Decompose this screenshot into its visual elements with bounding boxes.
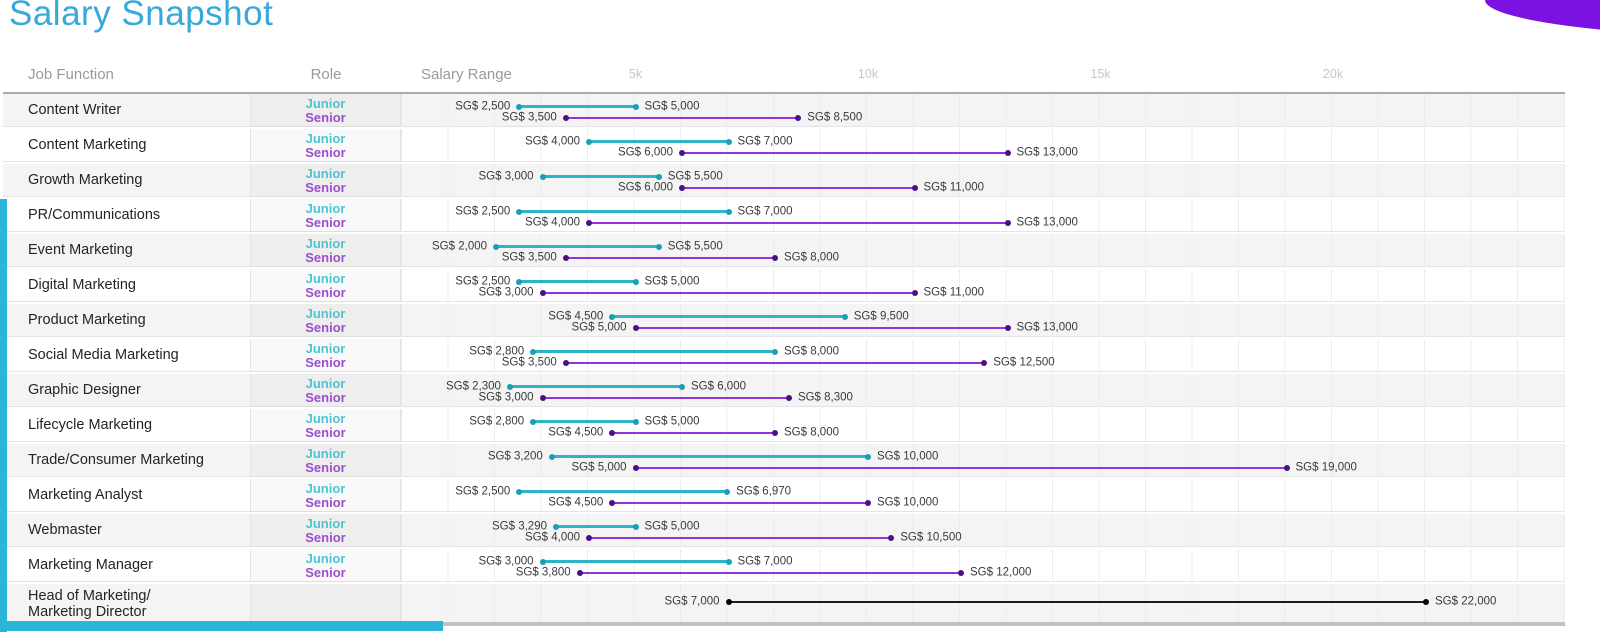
salary-table	[3, 92, 1565, 624]
role-cell	[251, 304, 401, 337]
header-job-function: Job Function	[28, 65, 114, 83]
table-row	[3, 374, 1565, 409]
table-row	[3, 234, 1565, 269]
role-cell	[251, 269, 401, 302]
range-dot-max	[726, 559, 732, 565]
range-min-label: SG$ 2,800	[469, 414, 525, 427]
range-line	[682, 152, 1008, 155]
range-min-label: SG$ 3,000	[478, 391, 534, 404]
job-function-cell	[3, 584, 251, 624]
range-dot-min	[516, 104, 522, 110]
job-function-label: Product Marketing	[28, 312, 146, 329]
range-line	[566, 362, 985, 365]
table-row	[3, 199, 1565, 234]
role-senior-label: Senior	[305, 215, 346, 230]
role-junior-label: Junior	[305, 551, 346, 566]
range-line	[636, 467, 1287, 470]
range-dot-min	[586, 139, 592, 145]
decor-bottom-accent-bar	[0, 621, 443, 631]
range-max-label: SG$ 12,500	[993, 356, 1055, 369]
range-dot-max	[1005, 325, 1011, 331]
range-line	[543, 175, 659, 178]
range-dot-min	[563, 115, 569, 121]
role-junior-label: Junior	[305, 411, 346, 426]
range-max-label: SG$ 10,500	[900, 531, 962, 544]
job-function-cell	[3, 164, 251, 197]
job-function-label: PR/Communications	[28, 207, 161, 224]
range-dot-min	[586, 220, 592, 226]
table-row	[3, 584, 1565, 624]
range-max-label: SG$ 5,000	[644, 519, 700, 532]
range-max-label: SG$ 6,000	[691, 379, 746, 392]
range-dot-min	[609, 314, 615, 320]
role-cell	[251, 374, 401, 407]
range-dot-min	[609, 430, 615, 436]
chart-cell	[401, 269, 1565, 302]
range-dot-min	[553, 524, 559, 530]
range-dot-min	[609, 500, 615, 506]
range-min-label: SG$ 2,500	[455, 99, 511, 112]
range-dot-min	[549, 454, 555, 460]
role-junior-label: Junior	[305, 446, 346, 461]
range-dot-max	[842, 314, 848, 320]
role-cell	[251, 129, 401, 162]
role-junior-label: Junior	[305, 481, 346, 496]
job-function-cell	[3, 94, 251, 127]
role-cell	[251, 444, 401, 477]
job-function-cell	[3, 374, 251, 407]
role-junior-label: Junior	[305, 306, 346, 321]
job-function-label: Social Media Marketing	[28, 347, 179, 364]
role-cell	[251, 549, 401, 582]
job-function-label: Event Marketing	[28, 242, 133, 259]
job-function-label: Content Writer	[28, 102, 122, 119]
role-junior-label: Junior	[305, 516, 346, 531]
chart-cell	[401, 199, 1565, 232]
header-role: Role	[310, 65, 342, 83]
range-dot-min	[516, 209, 522, 215]
table-row	[3, 94, 1565, 129]
job-function-label: Lifecycle Marketing	[28, 417, 153, 434]
range-line	[566, 257, 775, 260]
role-senior-label: Senior	[305, 355, 346, 370]
range-line	[589, 140, 729, 143]
range-line	[519, 105, 635, 108]
table-row	[3, 444, 1565, 479]
range-line	[566, 117, 799, 120]
range-line	[519, 280, 635, 283]
axis-tick: 10k	[857, 67, 879, 81]
range-dot-max	[772, 349, 778, 355]
range-dot-min	[507, 384, 513, 390]
range-dot-min	[540, 559, 546, 565]
range-min-label: SG$ 2,500	[455, 204, 511, 217]
range-dot-max	[888, 535, 894, 541]
range-max-label: SG$ 6,970	[736, 484, 792, 497]
job-function-label: Growth Marketing	[28, 172, 143, 189]
range-dot-max	[1005, 220, 1011, 226]
range-min-label: SG$ 4,000	[525, 531, 580, 544]
range-dot-max	[679, 384, 685, 390]
header-salary-range: Salary Range	[421, 65, 512, 83]
range-max-label: SG$ 19,000	[1295, 461, 1357, 474]
chart-cell	[401, 444, 1565, 477]
chart-cell	[401, 479, 1565, 512]
range-line	[589, 222, 1008, 225]
range-line	[543, 397, 789, 400]
role-cell	[251, 584, 401, 624]
range-max-label: SG$ 5,000	[644, 414, 700, 427]
range-dot-max	[1005, 150, 1011, 156]
axis-tick: 5k	[628, 67, 643, 81]
role-junior-label: Junior	[305, 166, 346, 181]
range-line	[636, 327, 1008, 330]
range-dot-min	[586, 535, 592, 541]
range-min-label: SG$ 5,000	[571, 461, 627, 474]
range-dot-max	[633, 524, 639, 530]
role-junior-label: Junior	[305, 131, 346, 146]
role-cell	[251, 514, 401, 547]
role-junior-label: Junior	[305, 271, 346, 286]
range-dot-max	[724, 489, 730, 495]
range-dot-min	[563, 360, 569, 366]
range-min-label: SG$ 6,000	[618, 181, 673, 194]
range-max-label: SG$ 8,000	[784, 426, 839, 439]
range-line	[612, 502, 868, 505]
job-function-cell	[3, 129, 251, 162]
range-dot-max	[656, 244, 662, 250]
range-line	[510, 385, 682, 388]
chart-cell	[401, 549, 1565, 582]
range-max-label: SG$ 22,000	[1435, 595, 1497, 608]
range-dot-max	[865, 500, 871, 506]
job-function-cell	[3, 339, 251, 372]
role-junior-label: Junior	[305, 376, 346, 391]
chart-cell	[401, 234, 1565, 267]
range-min-label: SG$ 4,000	[525, 216, 580, 229]
role-junior-label: Junior	[305, 201, 346, 216]
range-min-label: SG$ 2,500	[455, 274, 511, 287]
table-header-row	[3, 58, 1565, 90]
range-line	[580, 572, 961, 575]
range-max-label: SG$ 5,500	[667, 239, 723, 252]
range-dot-min	[633, 465, 639, 471]
range-dot-max	[786, 395, 792, 401]
range-min-label: SG$ 7,000	[664, 595, 720, 608]
range-max-label: SG$ 7,000	[737, 134, 793, 147]
job-function-cell	[3, 444, 251, 477]
chart-cell	[401, 129, 1565, 162]
range-dot-min	[679, 150, 685, 156]
range-min-label: SG$ 4,000	[525, 134, 580, 147]
range-min-label: SG$ 4,500	[548, 496, 604, 509]
range-dot-max	[795, 115, 801, 121]
job-function-cell	[3, 479, 251, 512]
role-cell	[251, 94, 401, 127]
range-max-label: SG$ 8,500	[807, 111, 863, 124]
range-max-label: SG$ 8,000	[784, 344, 839, 357]
page-title: Salary Snapshot	[9, 0, 274, 33]
range-dot-max	[633, 419, 639, 425]
range-dot-min	[516, 279, 522, 285]
role-senior-label: Senior	[305, 565, 346, 580]
job-function-label: Marketing Analyst	[28, 487, 143, 504]
range-line	[612, 432, 775, 435]
range-line	[533, 420, 635, 423]
range-min-label: SG$ 4,500	[548, 426, 604, 439]
role-cell	[251, 199, 401, 232]
range-min-label: SG$ 4,500	[548, 309, 604, 322]
range-dot-min	[540, 290, 546, 296]
range-dot-min	[540, 174, 546, 180]
job-function-label: Head of Marketing/	[28, 587, 151, 604]
table-row	[3, 304, 1565, 339]
range-line	[533, 350, 775, 353]
role-senior-label: Senior	[305, 285, 346, 300]
role-junior-label: Junior	[305, 96, 346, 111]
range-max-label: SG$ 13,000	[1016, 146, 1078, 159]
range-max-label: SG$ 11,000	[923, 286, 985, 299]
decor-purple-blob-icon	[1485, 0, 1600, 38]
range-dot-min	[516, 489, 522, 495]
range-dot-min	[633, 325, 639, 331]
job-function-cell	[3, 549, 251, 582]
job-function-cell	[3, 199, 251, 232]
range-line	[556, 525, 636, 528]
range-line	[612, 315, 845, 318]
job-function-cell	[3, 269, 251, 302]
range-dot-min	[530, 419, 536, 425]
decor-left-accent-bar	[0, 199, 7, 632]
range-min-label: SG$ 3,500	[501, 111, 557, 124]
role-senior-label: Senior	[305, 495, 346, 510]
table-row	[3, 479, 1565, 514]
range-min-label: SG$ 3,800	[515, 566, 571, 579]
table-row	[3, 164, 1565, 199]
header-chart-area	[401, 58, 1565, 90]
range-line	[543, 560, 729, 563]
role-senior-label: Senior	[305, 110, 346, 125]
role-cell	[251, 479, 401, 512]
job-function-label: Graphic Designer	[28, 382, 141, 399]
range-dot-max	[726, 139, 732, 145]
range-min-label: SG$ 3,500	[501, 356, 557, 369]
range-min-label: SG$ 5,000	[571, 321, 627, 334]
range-min-label: SG$ 2,300	[445, 379, 501, 392]
range-max-label: SG$ 5,500	[667, 169, 723, 182]
chart-cell	[401, 374, 1565, 407]
range-dot-max	[981, 360, 987, 366]
job-function-label: Trade/Consumer Marketing	[28, 452, 204, 469]
range-max-label: SG$ 9,500	[853, 309, 909, 322]
job-function-cell	[3, 304, 251, 337]
job-function-cell	[3, 514, 251, 547]
job-function-label: Marketing Manager	[28, 557, 153, 574]
range-dot-min	[563, 255, 569, 261]
range-dot-min	[577, 570, 583, 576]
table-row	[3, 129, 1565, 164]
role-senior-label: Senior	[305, 390, 346, 405]
axis-tick: 15k	[1090, 67, 1111, 81]
range-min-label: SG$ 3,000	[478, 169, 534, 182]
table-row	[3, 409, 1565, 444]
range-min-label: SG$ 2,000	[432, 239, 487, 252]
range-line	[519, 490, 727, 493]
range-max-label: SG$ 5,000	[644, 274, 700, 287]
role-cell	[251, 409, 401, 442]
range-dot-min	[530, 349, 536, 355]
job-function-label: Content Marketing	[28, 137, 147, 154]
range-max-label: SG$ 13,000	[1016, 216, 1078, 229]
table-row	[3, 269, 1565, 304]
range-max-label: SG$ 10,000	[877, 496, 939, 509]
role-cell	[251, 164, 401, 197]
range-min-label: SG$ 6,000	[618, 146, 673, 159]
role-junior-label: Junior	[305, 341, 346, 356]
range-line	[519, 210, 728, 213]
axis-tick: 20k	[1322, 67, 1344, 81]
range-dot-min	[679, 185, 685, 191]
range-dot-max	[633, 279, 639, 285]
chart-cell	[401, 164, 1565, 197]
job-function-label: Marketing Director	[28, 604, 147, 620]
range-dot-max	[912, 185, 918, 191]
range-line	[589, 537, 891, 540]
range-max-label: SG$ 8,000	[784, 251, 839, 264]
job-function-label: Webmaster	[28, 522, 102, 539]
role-cell	[251, 234, 401, 267]
range-max-label: SG$ 5,000	[644, 99, 700, 112]
range-max-label: SG$ 12,000	[970, 566, 1032, 579]
range-dot-max	[865, 454, 871, 460]
role-senior-label: Senior	[305, 530, 346, 545]
range-dot-max	[772, 255, 778, 261]
range-line	[729, 601, 1427, 604]
range-dot-max	[726, 209, 732, 215]
chart-cell	[401, 409, 1565, 442]
range-max-label: SG$ 7,000	[737, 204, 793, 217]
range-dot-max	[656, 174, 662, 180]
chart-cell	[401, 304, 1565, 337]
range-min-label: SG$ 3,000	[478, 286, 534, 299]
range-max-label: SG$ 13,000	[1016, 321, 1078, 334]
range-line	[543, 292, 915, 295]
range-dot-max	[772, 430, 778, 436]
job-function-label: Digital Marketing	[28, 277, 136, 294]
range-min-label: SG$ 3,000	[478, 554, 534, 567]
chart-cell	[401, 94, 1565, 127]
range-dot-max	[958, 570, 964, 576]
range-min-label: SG$ 3,500	[501, 251, 557, 264]
range-dot-max	[1423, 599, 1429, 605]
range-max-label: SG$ 8,300	[797, 391, 853, 404]
role-cell	[251, 339, 401, 372]
role-senior-label: Senior	[305, 180, 346, 195]
job-function-cell	[3, 409, 251, 442]
range-dot-min	[493, 244, 499, 250]
range-line	[682, 187, 915, 190]
job-function-cell	[3, 234, 251, 267]
range-dot-min	[726, 599, 732, 605]
chart-cell	[401, 514, 1565, 547]
range-dot-min	[540, 395, 546, 401]
role-senior-label: Senior	[305, 250, 346, 265]
range-dot-max	[1284, 465, 1290, 471]
role-senior-label: Senior	[305, 425, 346, 440]
role-senior-label: Senior	[305, 145, 346, 160]
table-row	[3, 339, 1565, 374]
table-row	[3, 514, 1565, 549]
range-line	[552, 455, 868, 458]
range-min-label: SG$ 2,800	[469, 344, 525, 357]
range-max-label: SG$ 11,000	[923, 181, 985, 194]
range-line	[496, 245, 659, 248]
range-min-label: SG$ 2,500	[455, 484, 511, 497]
role-senior-label: Senior	[305, 320, 346, 335]
range-dot-max	[912, 290, 918, 296]
range-min-label: SG$ 3,200	[487, 449, 543, 462]
range-min-label: SG$ 3,290	[492, 519, 547, 532]
table-row	[3, 549, 1565, 584]
role-senior-label: Senior	[305, 460, 346, 475]
range-max-label: SG$ 7,000	[737, 554, 793, 567]
chart-cell	[401, 584, 1565, 624]
role-junior-label: Junior	[305, 236, 346, 251]
chart-cell	[401, 339, 1565, 372]
range-max-label: SG$ 10,000	[877, 449, 939, 462]
range-dot-max	[633, 104, 639, 110]
